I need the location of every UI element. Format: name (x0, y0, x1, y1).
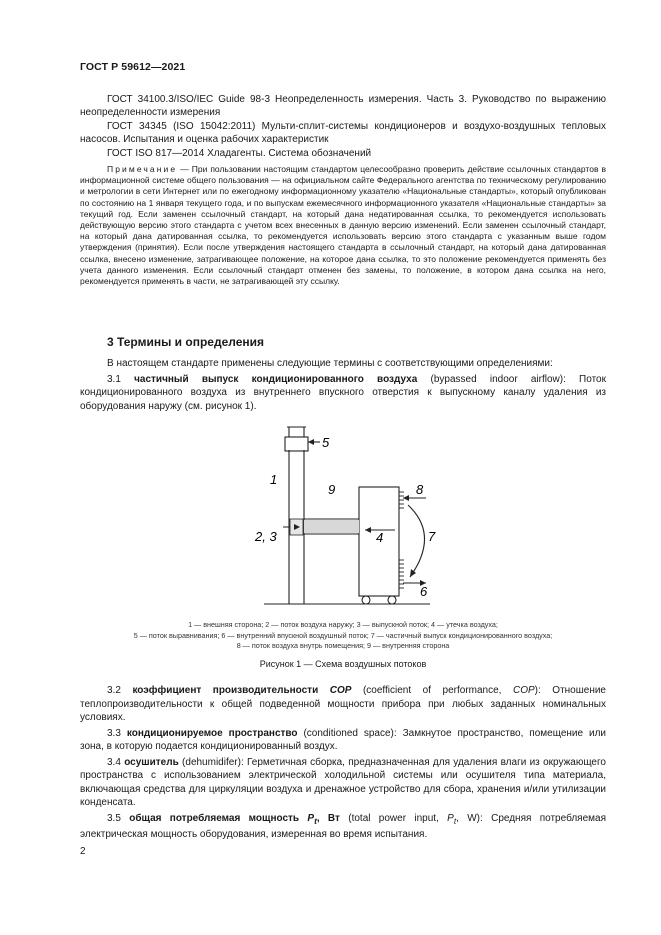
term-definition-end: , W): Средняя потребляемая электрическая мощность оборудования, измеренная во время испытания. (80, 812, 607, 840)
note-label: Примечание (107, 164, 178, 174)
reference-item: ГОСТ 34345 (ISO 15042:2011) Мульти-сплит-системы кондиционеров и воздухо-воздушных тепловых насосов. Испытания и оценка рабочих характеристик (80, 121, 606, 145)
term-symbol-sub: t (314, 815, 317, 826)
term-definition: (total power input, (339, 812, 448, 824)
reference-item: ГОСТ 34100.3/ISO/IEC Guide 98-3 Неопределенность измерения. Часть 3. Руководство по выражению неопределенности измерения (80, 94, 606, 118)
term-abbr-2: COP (512, 685, 535, 696)
label-9: 9 (328, 482, 336, 497)
term-number: 3.2 (107, 685, 133, 696)
page-number: 2 (80, 846, 86, 857)
note-dash: — (177, 164, 192, 174)
legend-line: 5 — поток выравнивания; 6 — внутренний впускной воздушный поток; 7 — частичный выпуск кондиционированного воздуха; (133, 630, 553, 640)
term-symbol-sub-2: t (453, 815, 457, 826)
term-definition-end: ): Отношение теплопроизводительности к общей подведенной мощности прибора при любых заданных номинальных условиях. (80, 685, 606, 723)
term-unit: , Вт (316, 812, 340, 824)
term-definition: (bypassed indoor airflow): Поток кондиционированного воздуха из внутреннего впускного отверстия к выпускному каналу удаления из оборудования наружу (см. рисунок 1). (80, 373, 606, 412)
legend-line: 8 — поток воздуха внутрь помещения; 9 — внутренняя сторона (236, 641, 450, 650)
duct-outflow (304, 520, 359, 533)
intro-paragraph: В настоящем стандарте применены следующие термины с соответствующими определениями: (107, 358, 553, 369)
term-number: 3.1 (107, 373, 135, 385)
term-definition: (conditioned space): Замкнутое пространство, помещение или зона, в которую подается кондиционированный воздух. (80, 727, 606, 752)
term-number: 3.3 (107, 727, 127, 739)
term-number: 3.4 (107, 756, 125, 768)
document-header: ГОСТ Р 59612—2021 (80, 61, 186, 73)
term-title: частичный выпуск кондиционированного воздуха (134, 373, 418, 385)
note-text: При пользовании настоящим стандартом целесообразно проверить действие ссылочных стандартов в информационной системе общего пользования — на официальном сайте Федерального агентства по техническому регулированию и метрологии в сети Интернет или по ежегодному информационному указателю «Национальные стандарты», который опубликован по состоянию на 1 января текущего года, и по выпускам ежемесячного информационного указателя «Национальные стандарты» за текущий год. Если заменен ссылочный стандарт, на который дана недатированная ссылка, то рекомендуется использовать действующую версию этого стандарта с учетом всех внесенных в данную версию изменений. Если заменен ссылочный стандарт, на который дана датированная ссылка, то рекомендуется использовать версию этого стандарта с указанным выше годом утверждения (принятия). Если после утверждения настоящего стандарта в ссылочный стандарт, на который дана датированная ссылка, внесено изменение, затрагивающее положение, на которое дана ссылка, то это положение рекомендуется применять без учета данного изменения. Если ссылочный стандарт отменен без замены, то положение, в котором дана ссылка на него, рекомендуется применять в части, не затрагивающей эту ссылку. (80, 164, 606, 287)
label-7: 7 (428, 529, 436, 544)
term-3-5 (80, 812, 606, 842)
legend-line: 1 — внешняя сторона; 2 — поток воздуха наружу; 3 — выпускной поток; 4 — утечка воздуха; (188, 620, 498, 629)
term-number: 3.5 (107, 812, 130, 824)
label-5: 5 (322, 435, 330, 450)
label-6: 6 (420, 584, 428, 599)
term-title: коэффициент производительности (132, 685, 330, 696)
figure-legend (80, 620, 606, 652)
label-4: 4 (376, 530, 384, 545)
term-3-4 (80, 756, 606, 810)
label-1: 1 (270, 472, 278, 487)
term-abbr: COP (329, 685, 352, 696)
reference-item: ГОСТ ISO 817—2014 Хладагенты. Система обозначений (107, 148, 372, 159)
figure-caption: Рисунок 1 — Схема воздушных потоков (259, 659, 427, 669)
term-symbol: P (307, 812, 315, 824)
term-3-3 (80, 727, 606, 754)
label-2-3: 2, 3 (255, 529, 277, 544)
term-definition: (dehumidifer): Герметичная сборка, предназначенная для удаления влаги из окружающего пространства с использованием электрической холодильной системы или осушителя типа материала, включающая средства для циркуляции воздуха и дренажное устройство для сбора, хранения и/или утилизации конденсата. (80, 756, 606, 808)
term-symbol-2: P (447, 812, 454, 824)
definitions-block (80, 684, 606, 844)
term-3-2 (80, 684, 606, 725)
label-8: 8 (416, 482, 424, 497)
term-title: общая потребляемая мощность (129, 812, 308, 824)
section-title: 3 Термины и определения (107, 335, 265, 349)
term-definition: (coefficient of performance, (351, 685, 513, 696)
term-title: осушитель (124, 756, 179, 768)
term-title: кондиционируемое пространство (126, 727, 298, 739)
